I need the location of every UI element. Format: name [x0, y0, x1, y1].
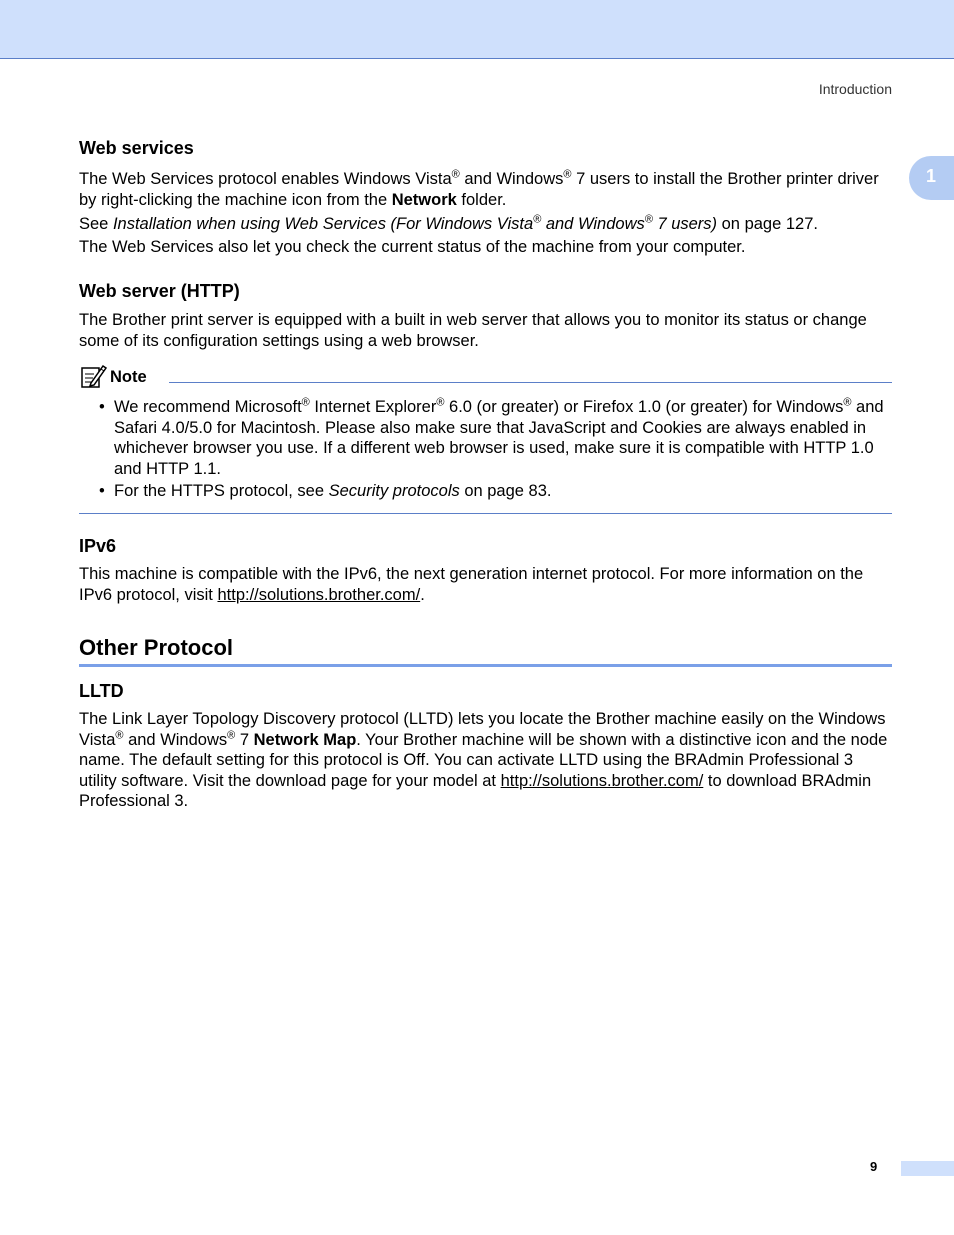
note-label: Note — [110, 368, 147, 386]
solutions-download-link[interactable]: http://solutions.brother.com/ — [500, 771, 704, 790]
heading-web-services: Web services — [79, 138, 194, 158]
note-item-2: • For the HTTPS protocol, see Security protocols on page 83. — [99, 482, 552, 500]
web-services-paragraph-2: See Installation when using Web Services (For Windows Vista® and Windows® 7 users) on page 127. — [79, 213, 818, 233]
heading-web-server: Web server (HTTP) — [79, 281, 240, 301]
lltd-paragraph: The Link Layer Topology Discovery protocol (LLTD) lets you locate the Brother machine easily on the Windows Vista® and Windows® 7 Network Map. Your Brother machine will be shown with a distinctive icon and the node name. The default setting for this protocol is Off. You can activate LLTD using the BRAdmin Professional 3 utility software. Visit the download page for your model at http://solutions.brother.com/ to download BRAdmin Professional 3. — [79, 710, 888, 810]
web-services-paragraph-3: The Web Services also let you check the current status of the machine from your computer. — [79, 238, 746, 256]
note-item-1: • We recommend Microsoft® Internet Explorer® 6.0 (or greater) or Firefox 1.0 (or greater) for Windows® and Safari 4.0/5.0 for Macintosh. Please also make sure that JavaScript and Cookies are always enabled in whichever browser you use. If a different web browser is used, make sure it is compatible with HTTP 1.0 and HTTP 1.1. — [99, 396, 884, 478]
running-header: Introduction — [818, 81, 892, 97]
header-band — [0, 0, 954, 59]
ipv6-paragraph: This machine is compatible with the IPv6, the next generation internet protocol. For more information on the IPv6 protocol, visit http://solutions.brother.com/. — [79, 565, 864, 604]
note-end-divider — [79, 513, 892, 514]
note-header — [79, 362, 892, 388]
footer-bar — [901, 1161, 954, 1176]
heading-lltd: LLTD — [79, 681, 124, 701]
page-number: 9 — [870, 1159, 878, 1174]
note-list — [79, 397, 892, 504]
web-server-paragraph: The Brother print server is equipped with a built in web server that allows you to monitor its status or change some of its configuration settings using a web browser. — [79, 311, 867, 350]
section-divider — [79, 664, 892, 667]
note-divider — [169, 382, 892, 383]
heading-other-protocol: Other Protocol — [79, 635, 234, 660]
solutions-link[interactable]: http://solutions.brother.com/ — [217, 585, 421, 604]
heading-ipv6: IPv6 — [79, 536, 117, 556]
web-services-paragraph-1: The Web Services protocol enables Windows Vista® and Windows® 7 users to install the Brother printer driver by right-clicking the machine icon from the Network folder. — [79, 168, 879, 209]
chapter-number: 1 — [926, 166, 937, 186]
note-pencil-icon — [79, 362, 107, 390]
chapter-tab[interactable] — [909, 156, 954, 200]
